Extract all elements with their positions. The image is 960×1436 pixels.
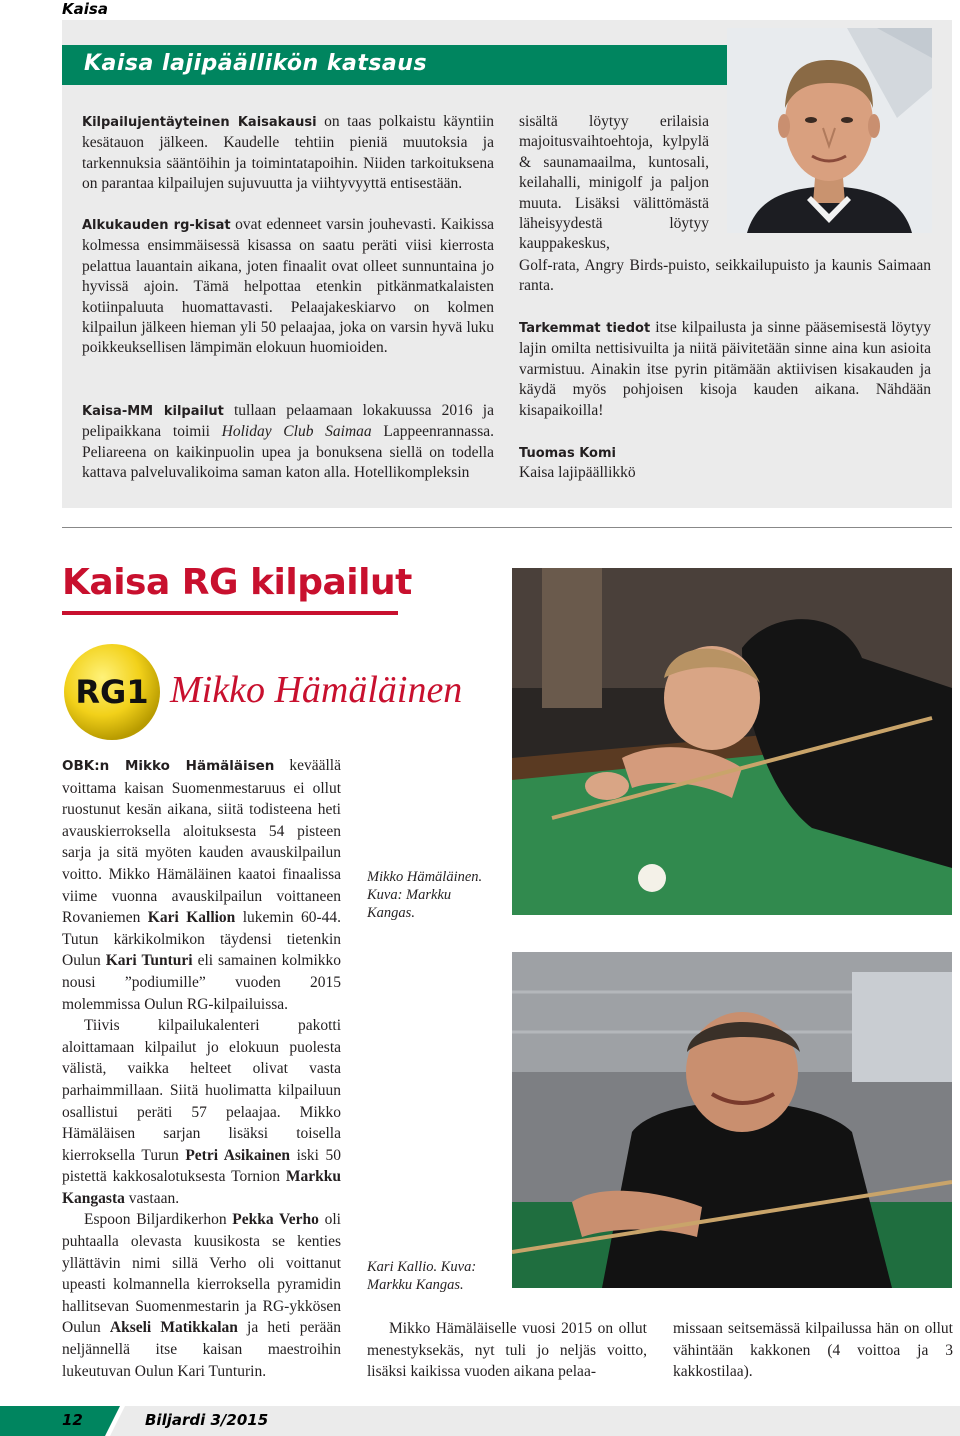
paragraph-rg-kisat: Alkukauden rg-kisat ovat edenneet varsin jouhevasti. Kaikissa kolmessa ensimmäisessä kisassa on saatu peräti viisi kierrosta pelattua lauantain aikana, joten finaalit ovat olleet sunnuntaina jo hyvissä ajoin. Tämä helpottaa etenkin pitkänmatkalaisten kotiinpaluuta huomattavasti. Pelaajakeskiarvo on kolmen kilpailun jälkeen hieman yli 50 pelaajaa, joka on varsin hyvä luku poikkeuksellisen lämpimän elokuun huomioiden.: [82, 216, 495, 357]
paragraph-details: Tarkemmat tiedot itse kilpailusta ja sinne pääsemisestä löytyy lajin omilta nettisivuilta ja niitä päivitetään sinne aina kun asioita varmistuu. Ainakin itse pyrin pitämään aktiivisen kisakauden ja käydä myös pohjoisen kisoja kauden aikana. Nähdään kisapaikoilla!: [519, 319, 931, 419]
caption-photo-2: Kari Kallio. Kuva: Markku Kangas.: [367, 1259, 477, 1293]
signature-role: Kaisa lajipäällikkö: [519, 464, 636, 481]
player-name: Mikko Hämäläinen: [170, 669, 463, 711]
rg-body: [62, 755, 341, 1382]
photo-kari-kallio: [512, 952, 952, 1288]
signature-name: Tuomas Komi: [519, 446, 616, 461]
title-band: [62, 45, 727, 85]
caption-photo-1: Mikko Hämäläinen. Kuva: Markku Kangas.: [367, 869, 483, 921]
page-number: 12: [62, 1411, 83, 1429]
rg1-badge-text: RG1: [75, 673, 149, 711]
paragraph-facilities-cont: Golf-rata, Angry Birds-puisto, seikkailupuisto ja kaunis Saimaan ranta.: [519, 257, 931, 295]
footer-band: [0, 1406, 960, 1436]
section-divider: [62, 527, 952, 528]
photo-mikko-hamalainen: [512, 568, 952, 915]
paragraph-facilities: sisältä löytyy erilaisia majoitusvaihtoehtoja, kylpylä & saunamaailma, kuntosali, keilahalli, minigolf ja paljon muuta. Lisäksi välittömästä läheisyydestä löytyy kauppakeskus,: [519, 113, 709, 253]
rg-heading-underline: [62, 611, 398, 615]
rg-paragraph-1: OBK:n Mikko Hämäläisen keväällä voittama kaisan Suomenmestaruus ei ollut ruostunut kesän aikana, siitä todisteena heti avauskierroksella aloituksesta 54 pisteen sarja ja sitä myöten kauden avauskilpailun voitto. Mikko Hämäläinen kaatoi finaalissa viime vuonna avauskilpailun voittaneen Rovaniemen Kari Kallion lukemin 60-44. Tutun kärkikolmikon täydensi tietenkin Oulun Kari Tunturi eli samainen kolmikko nousi ”podiumille” vuoden 2015 molemmissa Oulun RG-kilpailuissa.: [62, 757, 342, 1013]
portrait-photo: [727, 28, 932, 233]
rg-paragraph-2: Tiivis kilpailukalenteri pakotti aloittamaan kilpailut jo elokuun puolesta välistä, vaikka helteet olivat vasta parhaimmillaan. Siitä huolimatta kilpailuun osallistui peräti 57 pelaajaa. Mikko Hämäläisen sarjan lisäksi toisella kierroksella Turun Petri Asikainen iski 50 pistettä kakkosalotuksesta Tornion Markku Kangasta vastaan.: [62, 1017, 342, 1207]
rg-heading: Kaisa RG kilpailut: [62, 562, 412, 603]
magazine-name: Biljardi 3/2015: [145, 1411, 269, 1429]
rg-paragraph-3: Espoon Biljardikerhon Pekka Verho oli puhtaalla olevasta kuusikosta se kenties yllättävin nimi sillä Verho oli voittanut upeasti kolmannella kierroksella pyramidin hallitsevan Suomenmestarin ja RG-ykkösen Oulun Akseli Matikkalan ja heti perään neljännellä itse kaisan maestroihin lukeutuvan Oulun Kari Tunturin.: [62, 1211, 342, 1380]
rg1-badge-icon: [62, 642, 162, 742]
section-label: Kaisa: [62, 0, 108, 18]
paragraph-kaisa-mm: Kaisa-MM kilpailut tullaan pelaamaan lokakuussa 2016 ja pelipaikkana toimii Holiday Club Saimaa Lappeenrannassa. Peliareena on kaikinpuolin upea ja bonuksena siellä on todella kattava palveluvalikoima saman katon alla. Hotellikompleksin: [82, 402, 494, 482]
article-title: Kaisa lajipäällikön katsaus: [84, 51, 428, 76]
paragraph-season-summary: Mikko Hämäläiselle vuosi 2015 on ollut menestyksekäs, nyt tuli jo neljäs voitto, lisäksi kaikissa vuoden aikana pelaa-: [367, 1320, 647, 1381]
paragraph-season-summary-cont: missaan seitsemässä kilpailussa hän on ollut vähintään kakkonen (4 voittoa ja 3 kakkostilaa).: [673, 1320, 953, 1381]
paragraph-intro: Kilpailujentäyteinen Kaisakausi on taas polkaistu käyntiin kesätauon jälkeen. Kaudelle tehtiin pieniä muutoksia ja tarkennuksia sääntöihin ja toimintatapoihin. Niiden tarkoituksena on parantaa kilpailujen sujuvuutta ja viihtyvyyttä entisestään.: [82, 113, 494, 193]
